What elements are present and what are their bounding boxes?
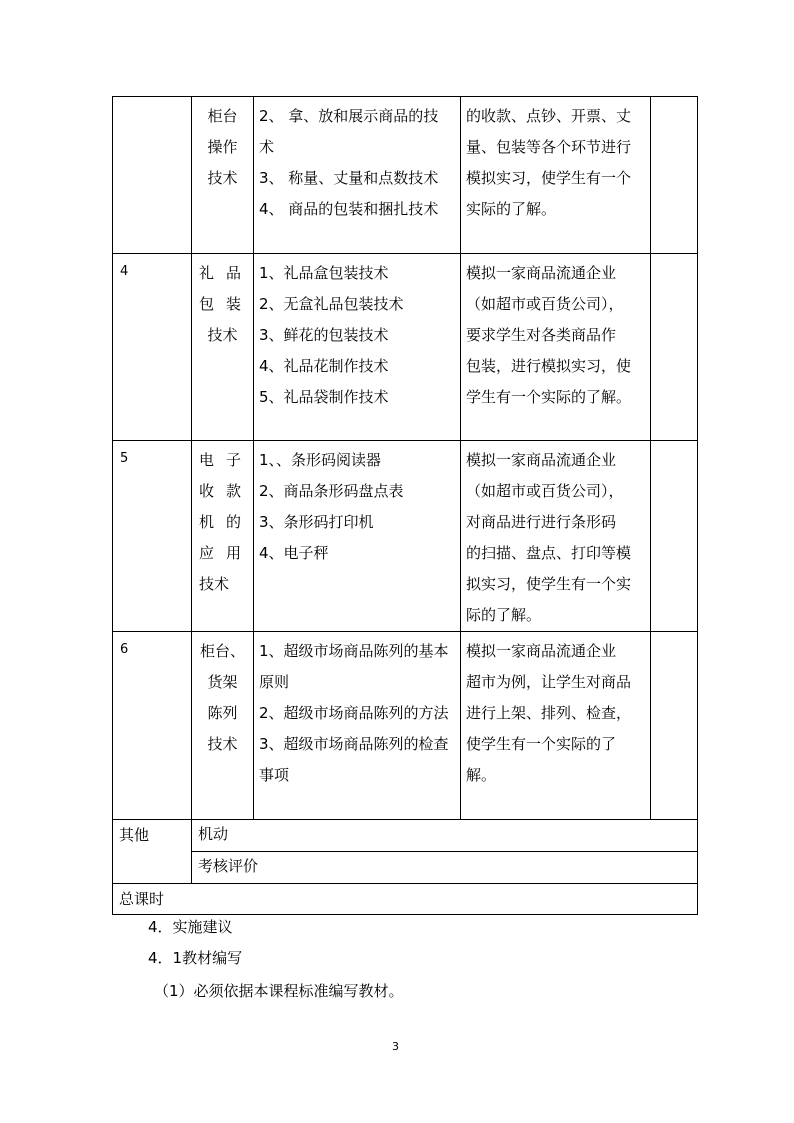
topic-name-line: 电子 [199, 451, 241, 469]
content-line: 术 [259, 138, 275, 156]
other-item [192, 852, 698, 884]
table-row [113, 884, 698, 915]
topic-name [192, 97, 254, 254]
practice-method [461, 441, 651, 632]
section-heading: 4．实施建议 [148, 918, 233, 936]
method-line: 超市为例，让学生对商品 [466, 673, 632, 691]
topic-name-line: 应用 [199, 544, 241, 562]
method-line: 包装，进行模拟实习，使 [466, 357, 632, 375]
topic-name-line: 技术 [199, 575, 230, 593]
table-row [113, 97, 698, 254]
empty-cell [651, 632, 698, 820]
table-row [113, 254, 698, 441]
table-row [113, 632, 698, 820]
content-line: 3、 称量、丈量和点数技术 [259, 169, 439, 187]
course-content-table [112, 96, 698, 915]
content-line: 2、无盒礼品包装技术 [259, 295, 404, 313]
topic-name-line: 柜台 [207, 107, 238, 125]
practice-method [461, 254, 651, 441]
topic-name-line: 收款 [199, 482, 241, 500]
content-line: 1、、条形码阅读器 [259, 451, 382, 469]
practice-method [461, 632, 651, 820]
topic-name-line: 技术 [207, 326, 238, 344]
method-line: 际的了解。 [466, 606, 542, 624]
table-row [113, 820, 698, 852]
method-line: 学生有一个实际的了解。 [466, 388, 632, 406]
topic-name-line: 货架 [207, 673, 238, 691]
content-line: 2、 拿、放和展示商品的技 [259, 107, 439, 125]
content-line: 2、商品条形码盘点表 [259, 482, 404, 500]
row-number [113, 97, 192, 254]
method-line: 拟实习，使学生有一个实 [466, 575, 632, 593]
other-item-label: 考核评价 [198, 857, 259, 875]
method-line: 解。 [466, 766, 497, 784]
method-line: 量、包装等各个环节进行 [466, 138, 632, 156]
method-line: 使学生有一个实际的了 [466, 735, 617, 753]
table-row [113, 441, 698, 632]
method-line: 的收款、点钞、开票、丈 [466, 107, 632, 125]
topic-name-line: 柜台、 [199, 642, 245, 660]
content-line: 4、礼品花制作技术 [259, 357, 389, 375]
row-number: 6 [113, 632, 192, 820]
total-hours-label: 总课时 [113, 884, 698, 915]
content-line: 3、鲜花的包装技术 [259, 326, 389, 344]
method-line: 实际的了解。 [466, 200, 557, 218]
practice-method [461, 97, 651, 254]
topic-name [192, 441, 254, 632]
table-row [113, 852, 698, 884]
topic-name-line: 包装 [199, 295, 241, 313]
content-line: 3、超级市场商品陈列的检查 [259, 735, 449, 753]
content-line: 1、超级市场商品陈列的基本 [259, 642, 449, 660]
empty-cell [651, 97, 698, 254]
teaching-content [254, 441, 461, 632]
teaching-content [254, 632, 461, 820]
topic-name [192, 632, 254, 820]
topic-name-line: 技术 [207, 169, 238, 187]
paragraph-item: （1）必须依据本课程标准编写教材。 [154, 982, 404, 1000]
empty-cell [651, 441, 698, 632]
content-line: 1、礼品盒包装技术 [259, 264, 389, 282]
content-line: 5、礼品袋制作技术 [259, 388, 389, 406]
method-line: 对商品进行进行条形码 [466, 513, 617, 531]
content-line: 4、电子秤 [259, 544, 329, 562]
empty-cell [651, 254, 698, 441]
content-line: 2、超级市场商品陈列的方法 [259, 704, 449, 722]
other-item-label: 机动 [198, 825, 229, 843]
method-line: 模拟一家商品流通企业 [466, 264, 617, 282]
teaching-content [254, 97, 461, 254]
method-line: 模拟一家商品流通企业 [466, 642, 617, 660]
topic-name-line: 陈列 [207, 704, 238, 722]
content-line: 3、条形码打印机 [259, 513, 374, 531]
topic-name-line: 操作 [207, 138, 238, 156]
method-line: 模拟一家商品流通企业 [466, 451, 617, 469]
row-number: 4 [113, 254, 192, 441]
topic-name [192, 254, 254, 441]
method-line: 进行上架、排列、检查， [466, 704, 632, 722]
content-line: 4、 商品的包装和捆扎技术 [259, 200, 439, 218]
subsection-heading: 4．1教材编写 [148, 949, 243, 967]
method-line: （如超市或百货公司）， [466, 482, 624, 500]
method-line: 的扫描、盘点、打印等模 [466, 544, 632, 562]
method-line: （如超市或百货公司）， [466, 295, 624, 313]
method-line: 模拟实习，使学生有一个 [466, 169, 632, 187]
content-line: 事项 [259, 766, 290, 784]
content-line: 原则 [259, 673, 290, 691]
other-item [192, 820, 698, 852]
topic-name-line: 礼品 [199, 264, 241, 282]
row-number: 5 [113, 441, 192, 632]
other-label: 其他 [113, 820, 192, 884]
topic-name-line: 机的 [199, 513, 241, 531]
topic-name-line: 技术 [207, 735, 238, 753]
page-number: 3 [392, 1040, 399, 1053]
teaching-content [254, 254, 461, 441]
method-line: 要求学生对各类商品作 [466, 326, 617, 344]
